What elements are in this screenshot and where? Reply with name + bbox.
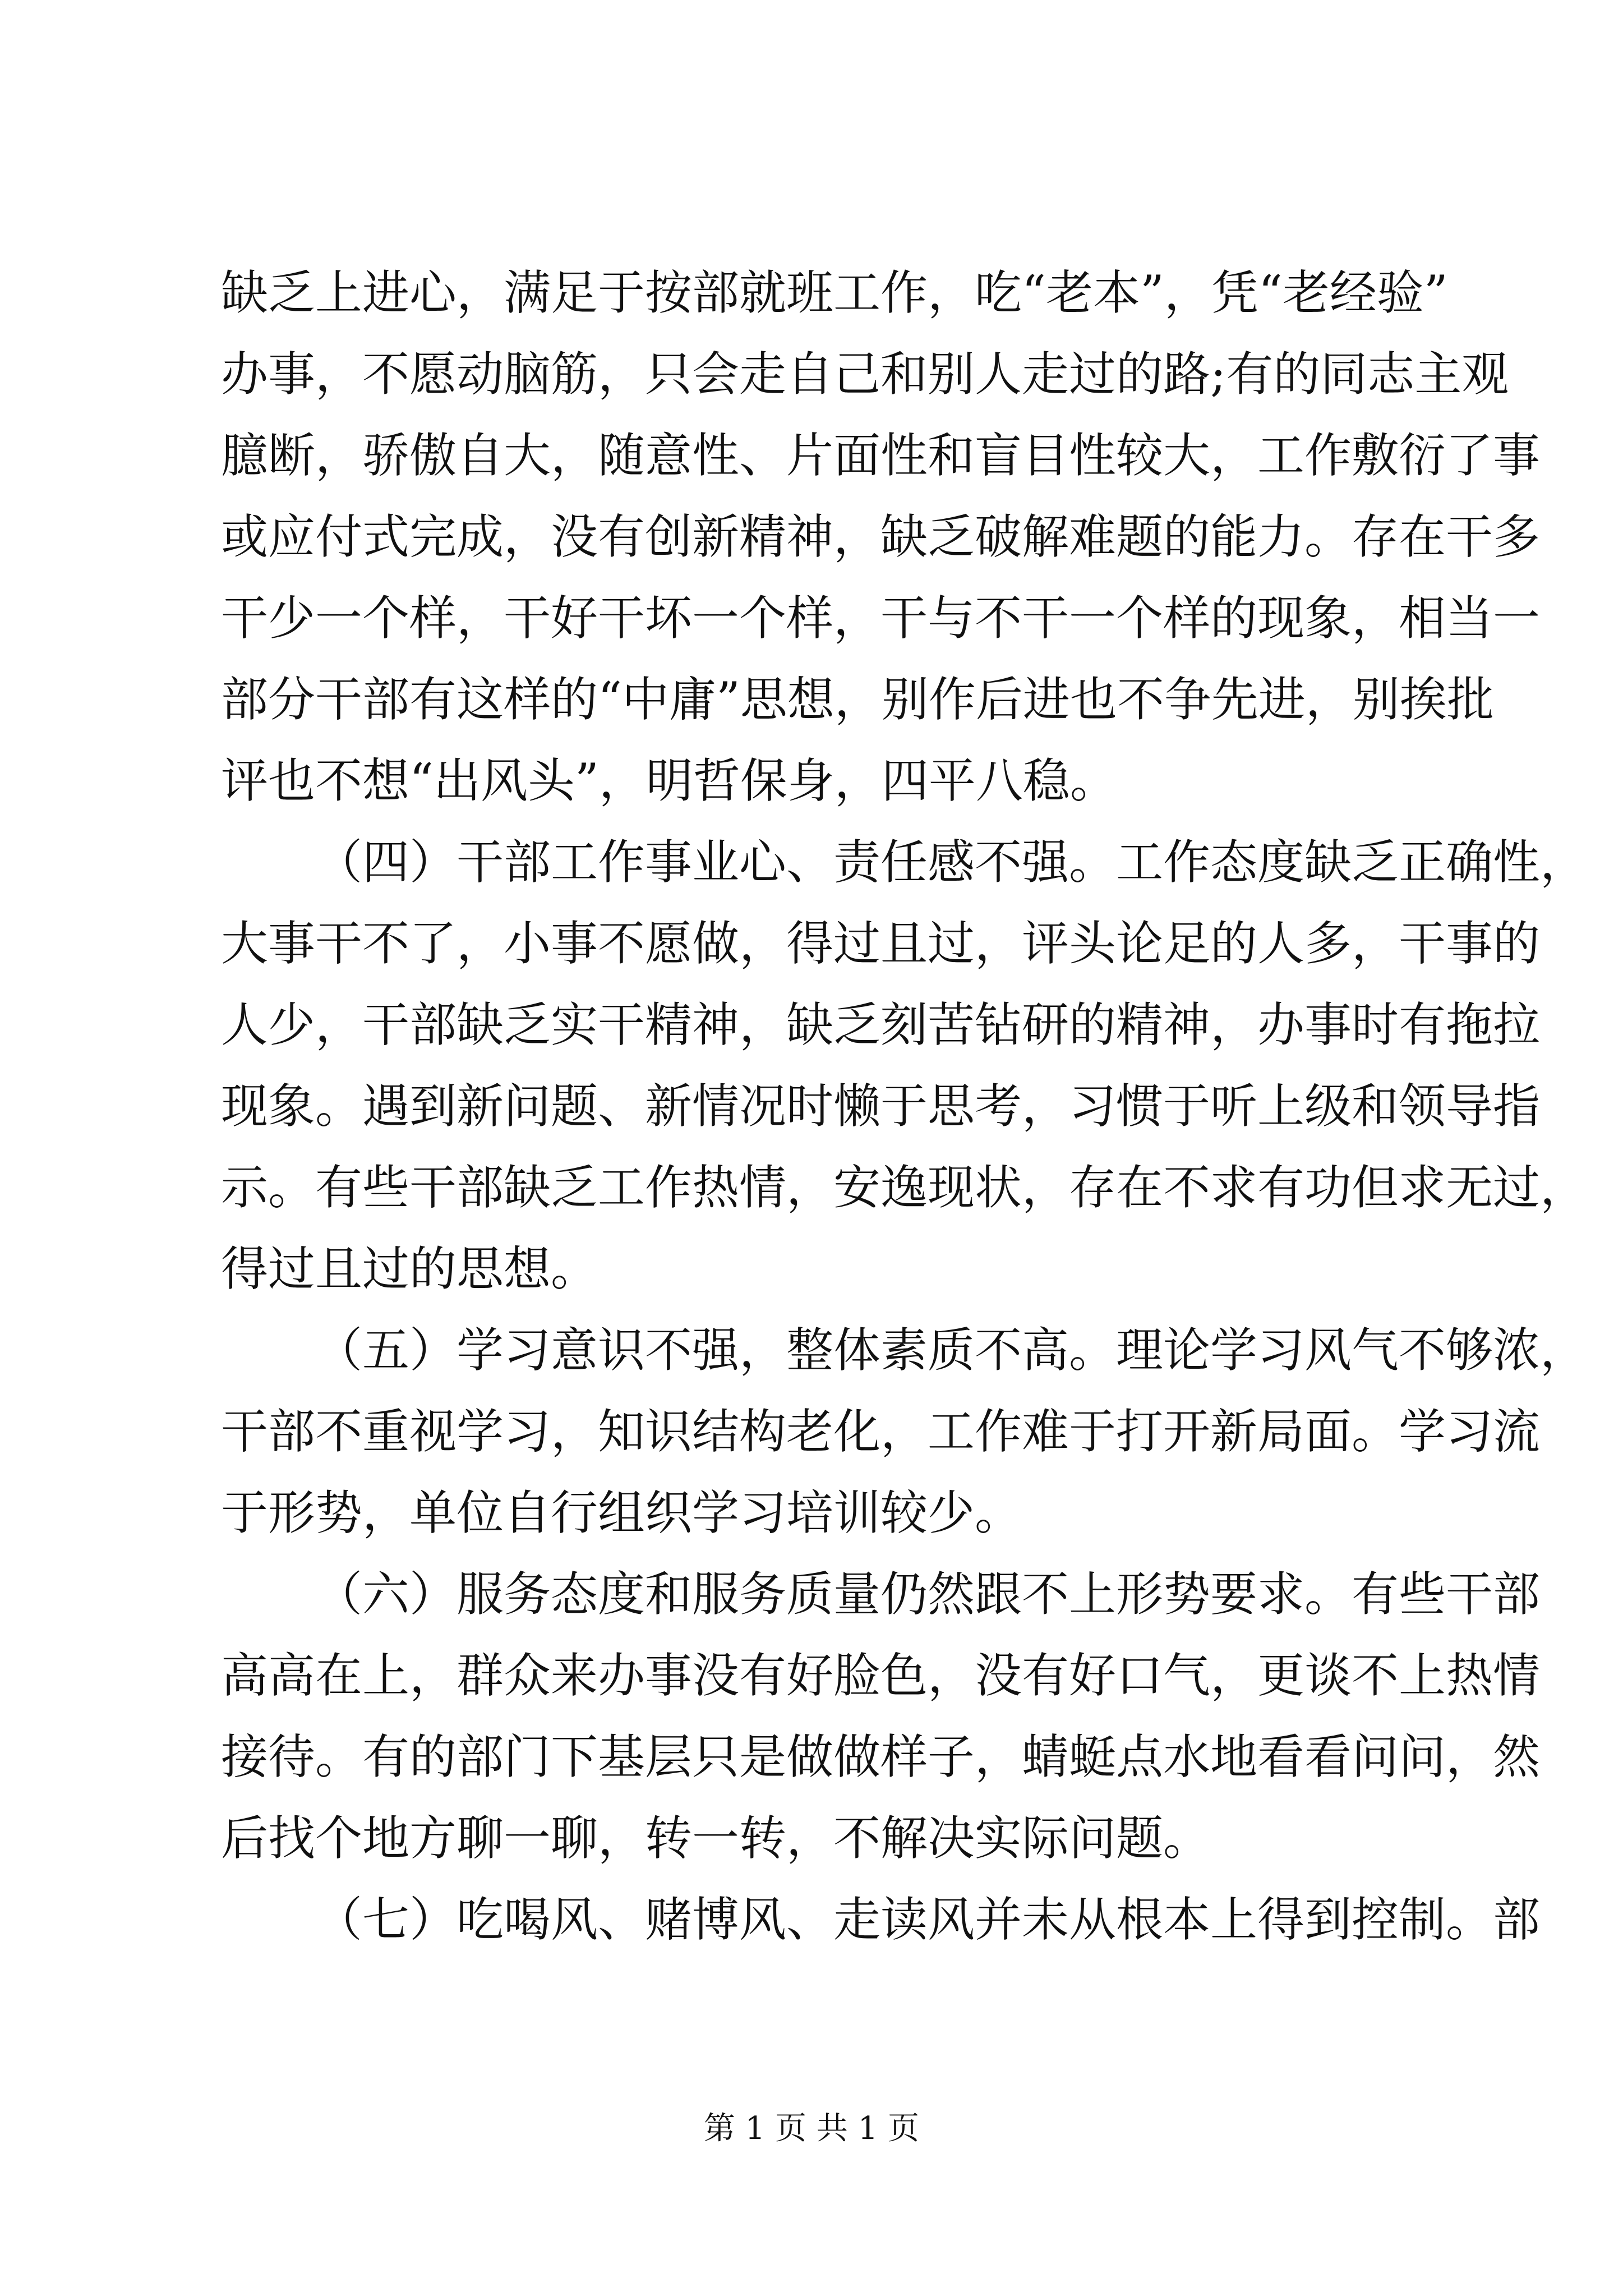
text-line: 人少，干部缺乏实干精神，缺乏刻苦钻研的精神，办事时有拖拉: [221, 997, 1541, 1052]
paragraph-heading-line: （七）吃喝风、赌博风、走读风并未从根本上得到控制。部: [315, 1892, 1541, 1947]
text-line: 接待。有的部门下基层只是做做样子，蜻蜓点水地看看问问，然: [221, 1729, 1541, 1784]
paragraph-heading-line: （四）干部工作事业心、责任感不强。工作态度缺乏正确性，: [315, 835, 1588, 890]
text-line: 缺乏上进心，满足于按部就班工作，吃“老本”，凭“老经验”: [221, 265, 1448, 320]
text-line: 臆断，骄傲自大，随意性、片面性和盲目性较大，工作敷衍了事: [221, 428, 1541, 483]
page-footer: 第 1 页 共 1 页: [703, 2110, 920, 2147]
paragraph-heading-line: （六）服务态度和服务质量仍然跟不上形势要求。有些干部: [315, 1567, 1541, 1622]
document-body: [221, 252, 1588, 1961]
text-line: 于形势，单位自行组织学习培训较少。: [221, 1485, 1022, 1540]
text-line: 高高在上，群众来办事没有好脸色，没有好口气，更谈不上热情: [221, 1648, 1541, 1703]
text-line: 办事，不愿动脑筋，只会走自己和别人走过的路;有的同志主观: [221, 347, 1509, 402]
text-line: 得过且过的思想。: [221, 1241, 598, 1296]
text-line: 干少一个样，干好干坏一个样，干与不干一个样的现象，相当一: [221, 591, 1541, 646]
text-line: 后找个地方聊一聊，转一转，不解决实际问题。: [221, 1811, 1211, 1866]
text-line: 现象。遇到新问题、新情况时懒于思考，习惯于听上级和领导指: [221, 1079, 1541, 1134]
text-line: 示。有些干部缺乏工作热情，安逸现状，存在不求有功但求无过，: [221, 1160, 1588, 1215]
text-line: 或应付式完成，没有创新精神，缺乏破解难题的能力。存在干多: [221, 509, 1541, 564]
paragraph-heading-line: （五）学习意识不强，整体素质不高。理论学习风气不够浓，: [315, 1323, 1588, 1378]
text-line: 评也不想“出风头”，明哲保身，四平八稳。: [221, 753, 1117, 808]
text-line: 部分干部有这样的“中庸”思想，别作后进也不争先进，别挨批: [221, 672, 1494, 727]
text-line: 大事干不了，小事不愿做，得过且过，评头论足的人多，干事的: [221, 916, 1541, 971]
text-line: 干部不重视学习，知识结构老化，工作难于打开新局面。学习流: [221, 1404, 1541, 1459]
